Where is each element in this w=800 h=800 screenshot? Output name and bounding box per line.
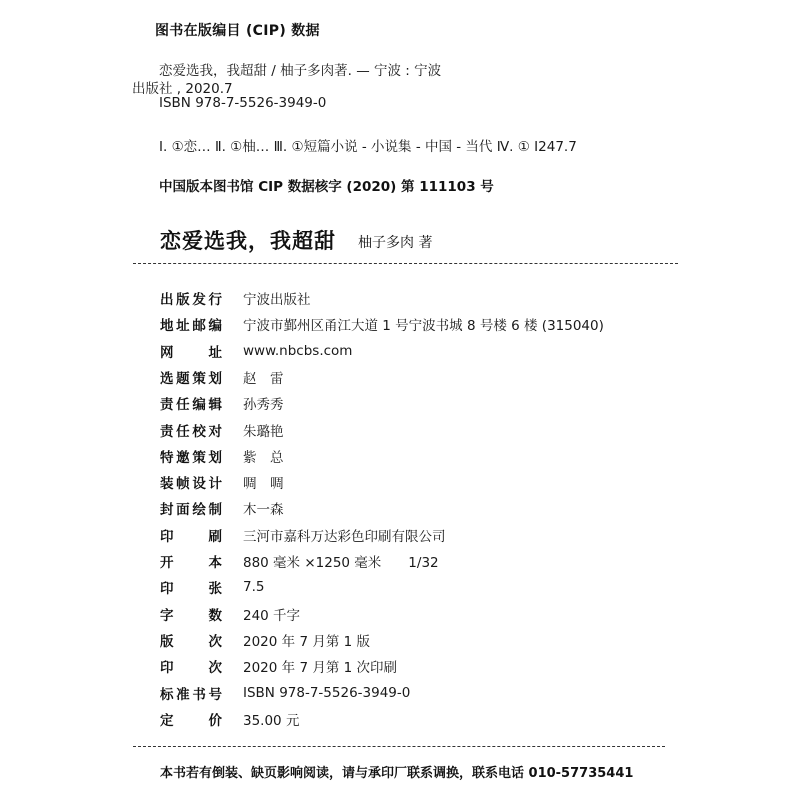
detail-row	[160, 471, 680, 493]
detail-row	[160, 550, 680, 572]
book-title: 恋爱选我，我超甜	[160, 229, 336, 253]
book-author: 柚子多肉 著	[358, 235, 433, 251]
detail-label: 印 张	[160, 581, 222, 597]
detail-value: ISBN 978-7-5526-3949-0	[243, 685, 411, 701]
detail-row	[160, 603, 680, 625]
detail-label: 装 帧 设 计	[160, 476, 222, 492]
detail-row	[160, 287, 680, 309]
footer-notice: 本书若有倒装、缺页影响阅读，请与承印厂联系调换，联系电话 010-57735441	[160, 766, 634, 781]
cip-entry-line-1: 恋爱选我，我超甜 / 柚子多肉著. — 宁波 : 宁波	[159, 63, 442, 79]
detail-label: 版 次	[160, 634, 222, 650]
detail-row	[160, 682, 680, 704]
detail-value: 2020 年 7 月第 1 次印刷	[243, 660, 397, 676]
detail-value: 宁波市鄞州区甬江大道 1 号宁波书城 8 号楼 6 楼 (315040)	[243, 318, 604, 334]
cip-isbn: ISBN 978-7-5526-3949-0	[159, 95, 327, 111]
detail-value: 35.00 元	[243, 713, 300, 729]
detail-label: 印 次	[160, 660, 222, 676]
cip-classification: Ⅰ. ①恋… Ⅱ. ①柚… Ⅲ. ①短篇小说 - 小说集 - 中国 - 当代 Ⅳ. ① I247.7	[159, 139, 577, 155]
detail-label: 地 址 邮 编	[160, 318, 222, 334]
detail-value: 宁波出版社	[243, 292, 311, 308]
cip-entry-line-2: 出版社 , 2020.7	[132, 81, 233, 97]
detail-row	[160, 366, 680, 388]
detail-value: 朱璐艳	[243, 424, 284, 440]
cip-record-number: 中国版本图书馆 CIP 数据核字 (2020) 第 111103 号	[159, 179, 494, 195]
detail-value: 啁 啁	[243, 476, 284, 492]
detail-label: 网 址	[160, 345, 222, 361]
detail-label: 封 面 绘 制	[160, 502, 222, 518]
detail-label: 选 题 策 划	[160, 371, 222, 387]
detail-label: 定 价	[160, 713, 222, 729]
detail-row	[160, 497, 680, 519]
detail-label: 印 刷	[160, 529, 222, 545]
detail-row	[160, 340, 680, 362]
detail-row	[160, 708, 680, 730]
detail-value: 孙秀秀	[243, 397, 284, 413]
detail-row	[160, 576, 680, 598]
detail-row	[160, 392, 680, 414]
detail-value: 240 千字	[243, 608, 301, 624]
detail-value: 三河市嘉科万达彩色印刷有限公司	[243, 529, 446, 545]
top-dashed-divider	[133, 263, 678, 264]
detail-value: 赵 雷	[243, 371, 284, 387]
detail-value: 木一森	[243, 502, 284, 518]
detail-row	[160, 655, 680, 677]
cip-heading: 图书在版编目 (CIP) 数据	[155, 23, 320, 39]
detail-value: 880 毫米 ×1250 毫米 1/32	[243, 555, 439, 571]
detail-value: www.nbcbs.com	[243, 343, 353, 359]
detail-label: 字 数	[160, 608, 222, 624]
detail-label: 开 本	[160, 555, 222, 571]
detail-row	[160, 445, 680, 467]
detail-row	[160, 629, 680, 651]
detail-value: 7.5	[243, 579, 265, 595]
detail-row	[160, 524, 680, 546]
bottom-dashed-divider	[133, 746, 665, 747]
detail-label: 责 任 校 对	[160, 424, 222, 440]
detail-value: 2020 年 7 月第 1 版	[243, 634, 370, 650]
detail-label: 责 任 编 辑	[160, 397, 222, 413]
detail-row	[160, 419, 680, 441]
detail-label: 特 邀 策 划	[160, 450, 222, 466]
detail-row	[160, 313, 680, 335]
detail-value: 紫 总	[243, 450, 284, 466]
detail-label: 出 版 发 行	[160, 292, 222, 308]
detail-label: 标 准 书 号	[160, 687, 222, 703]
